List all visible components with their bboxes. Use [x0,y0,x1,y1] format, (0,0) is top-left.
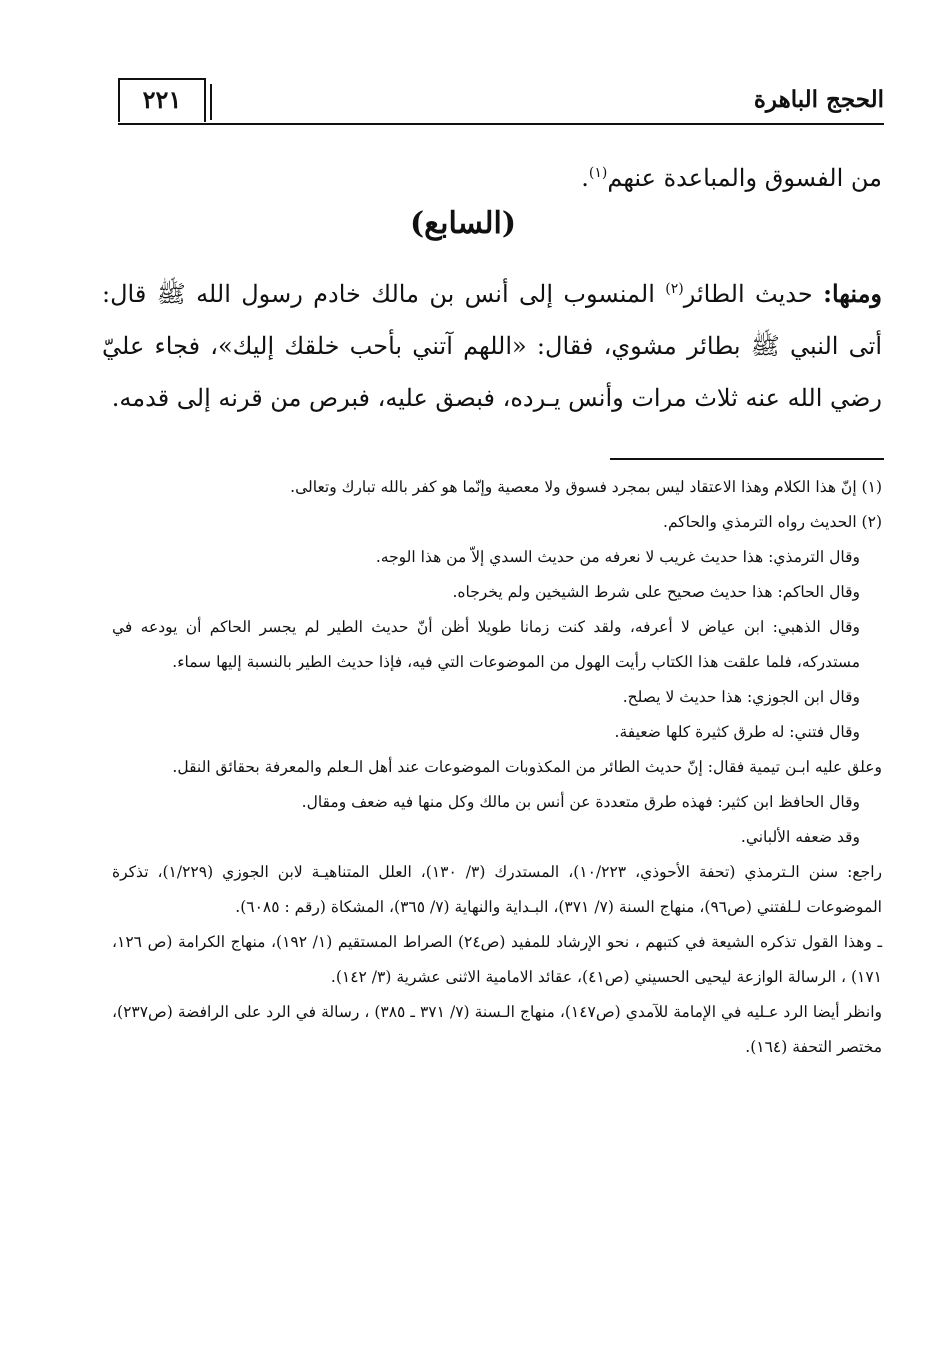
footnote-hakim: وقال الحاكم: هذا حديث صحيح على شرط الشيخين ولم يخرجاه. [452,583,860,601]
paragraph-lead: ومنها: [823,279,883,308]
header-rule [118,123,884,125]
section-heading: (السابع) [409,206,517,241]
footnotes-section [112,470,882,1065]
footnote-2-intro: (٢) الحديث رواه الترمذي والحاكم. [663,513,882,531]
footnote-ibn-kathir: وقال الحافظ ابن كثير: فهذه طرق متعددة عن أنس بن مالك وكل منها فيه ضعف ومقال. [301,793,860,811]
footnote-separator [610,458,884,460]
footnote-1: (١) إنّ هذا الكلام وهذا الاعتقاد ليس بمجرد فسوق ولا معصية وإنّما هو كفر بالله تبارك وتعالى. [290,478,882,496]
page-number: ٢٢١ [142,85,182,114]
footnote-dhahabi: وقال الذهبي: ابن عياض لا أعرفه، ولقد كنت زمانا طويلا أظن أنّ حديث الطير لم يجسر الحاكم أن يودعه في مستدركه، فلما علقت هذا الكتاب رأيت الهول من الموضوعات التي فيه، فإذا حديث الطير بالنسبة إليها سماء. [112,618,860,671]
line-end-punctuation: . [581,164,589,192]
footnote-see-also: وانظر أيضا الرد عـليه في الإمامة للآمدي (ص١٤٧)، منهاج الـسنة (٧/ ٣٧١ ـ ٣٨٥) ، رسالة في الرد على الرافضة (ص٢٣٧)، مختصر التحفة (١٦٤). [112,1003,882,1056]
page-number-box [118,78,206,122]
main-paragraph [102,263,882,424]
continued-text: من الفسوق والمباعدة عنهم [607,164,882,192]
paragraph-text-1: حديث الطائر [683,280,824,308]
footnote-marker-1: (١) [588,165,608,181]
footnote-marker-2: (٢) [665,281,684,297]
page-number-tick [210,84,212,120]
footnote-tirmidhi: وقال الترمذي: هذا حديث غريب لا نعرفه من حديث السدي إلاّ من هذا الوجه. [375,548,860,566]
page-header [118,78,884,124]
footnote-references: راجع: سنن الـترمذي (تحفة الأحوذي، ١٠/٢٢٣)، المستدرك (٣/ ١٣٠)، العلل المتناهيـة لابن الجوزي (١/٢٢٩)، تذكرة الموضوعات لـلفتني (ص٩٦)، منهاج السنة (٧/ ٣٧١)، البـداية والنهاية (٧/ ٣٦٥)، المشكاة (رقم : ٦٠٨٥). [112,863,882,916]
footnote-albani: وقد ضعفه الألباني. [740,828,860,846]
book-title: الحجج الباهرة [753,86,884,113]
footnote-shia-references: ـ وهذا القول تذكره الشيعة في كتبهم ، نحو الإرشاد للمفيد (ص٢٤) الصراط المستقيم (١/ ١٩٢)، منهاج الكرامة (ص ١٢٦، ١٧١) ، الرسالة الوازعة ليحيى الحسيني (ص٤١)، عقائد الامامية الاثنى عشرية (٣/ ١٤٢). [112,933,882,986]
footnote-ibn-taymiyya: وعلق عليه ابـن تيمية فقال: إنّ حديث الطائر من المكذوبات الموضوعات عند أهل الـعلم والمعرفة بحقائق النقل. [172,758,882,776]
continued-text-line [102,146,882,205]
footnote-ibn-jawzi: وقال ابن الجوزي: هذا حديث لا يصلح. [622,688,860,706]
footnote-fatni: وقال فتني: له طرق كثيرة كلها ضعيفة. [614,723,860,741]
paragraph-text-2: المنسوب إلى أنس بن مالك خادم رسول الله ﷺ قال: أتى النبي ﷺ بطائر مشوي، فقال: «اللهم آتني بأحب خلقك إليك»، فجاء عليّ رضي الله عنه ثلاث مرات وأنس يـرده، فبصق عليه، فبرص من قرنه إلى قدمه. [102,280,882,412]
